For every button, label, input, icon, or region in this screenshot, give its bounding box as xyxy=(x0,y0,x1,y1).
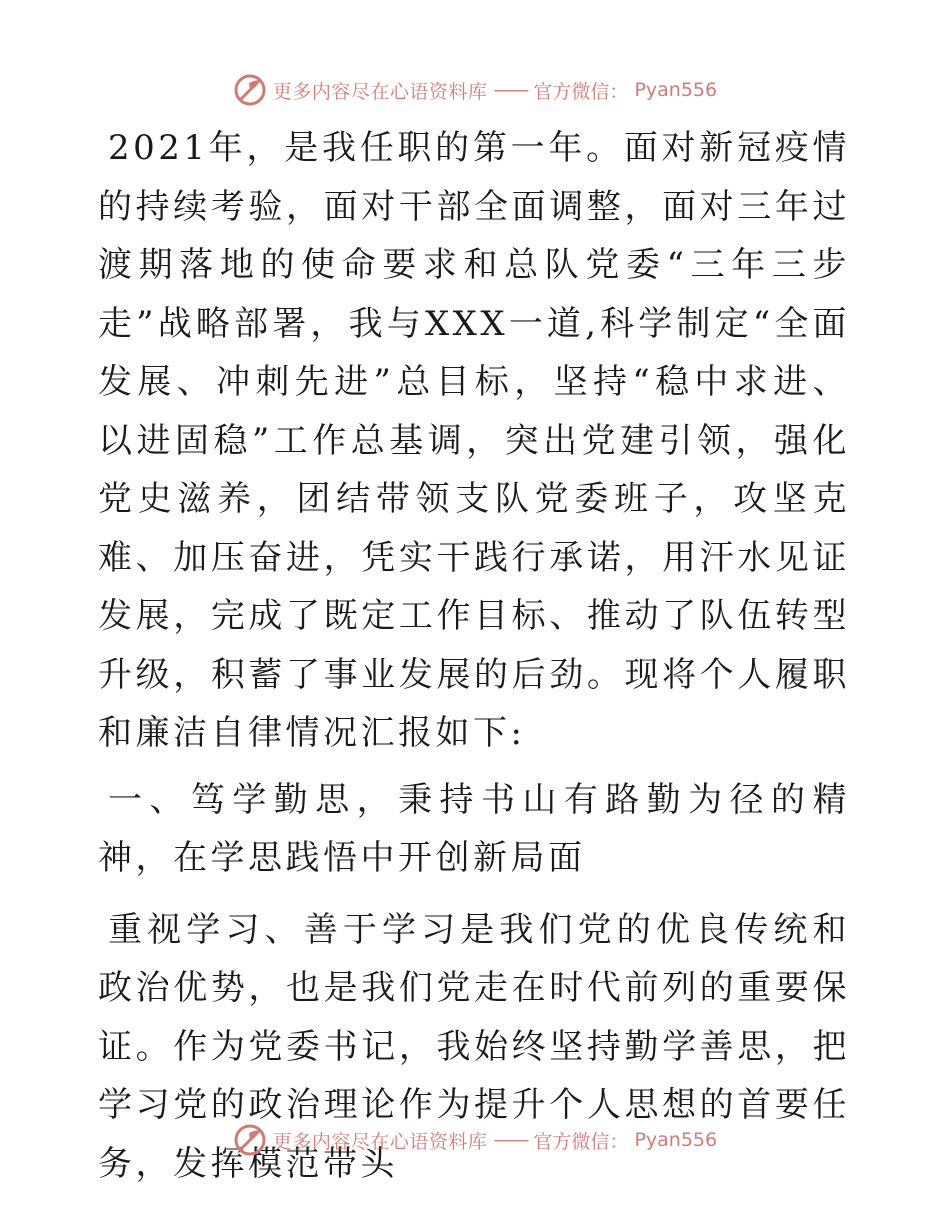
paragraph-intro: 2021年，是我任职的第一年。面对新冠疫情的持续考验，面对干部全面调整，面对三年过渡期落地的使命要求和总队党委“三年三步走”战略部署，我与XXX一道,科学制定“全面发展、冲刺先进”总目标，坚持“稳中求进、以进固稳”工作总基调，突出党建引领，强化党史滋养，团结带领支队党委班子，攻坚克难、加压奋进，凭实干践行承诺，用汗水见证发展，完成了既定工作目标、推动了队伍转型升级，积蓄了事业发展的后劲。现将个人履职和廉洁自律情况汇报如下: xyxy=(98,128,850,753)
watermark-account: Pyan556 xyxy=(634,1129,718,1151)
section-heading-1: 一、笃学勤思，秉持书山有路勤为径的精神，在学思践悟中开创新局面 xyxy=(98,779,850,878)
watermark-label: 官方微信： xyxy=(533,80,629,103)
paragraph-section-1: 重视学习、善于学习是我们党的优良传统和政治优势，也是我们党走在时代前列的重要保证。作为党委书记，我始终坚持勤学善思，把学习党的政治理论作为提升个人思想的首要任务，发挥模范带头 xyxy=(98,909,850,1184)
watermark-text: 更多内容尽在心语资料库 xyxy=(272,1130,488,1153)
watermark-separator: —— xyxy=(493,1129,528,1151)
quill-logo-icon xyxy=(233,1123,267,1157)
watermark-account: Pyan556 xyxy=(634,79,718,101)
watermark-banner-bottom xyxy=(0,1120,950,1160)
quill-logo-icon xyxy=(233,73,267,107)
watermark-text: 更多内容尽在心语资料库 xyxy=(272,80,488,103)
watermark-banner-top xyxy=(0,70,950,110)
document-body xyxy=(98,119,850,1193)
watermark-label: 官方微信： xyxy=(533,1130,629,1153)
watermark-separator: —— xyxy=(493,79,528,101)
